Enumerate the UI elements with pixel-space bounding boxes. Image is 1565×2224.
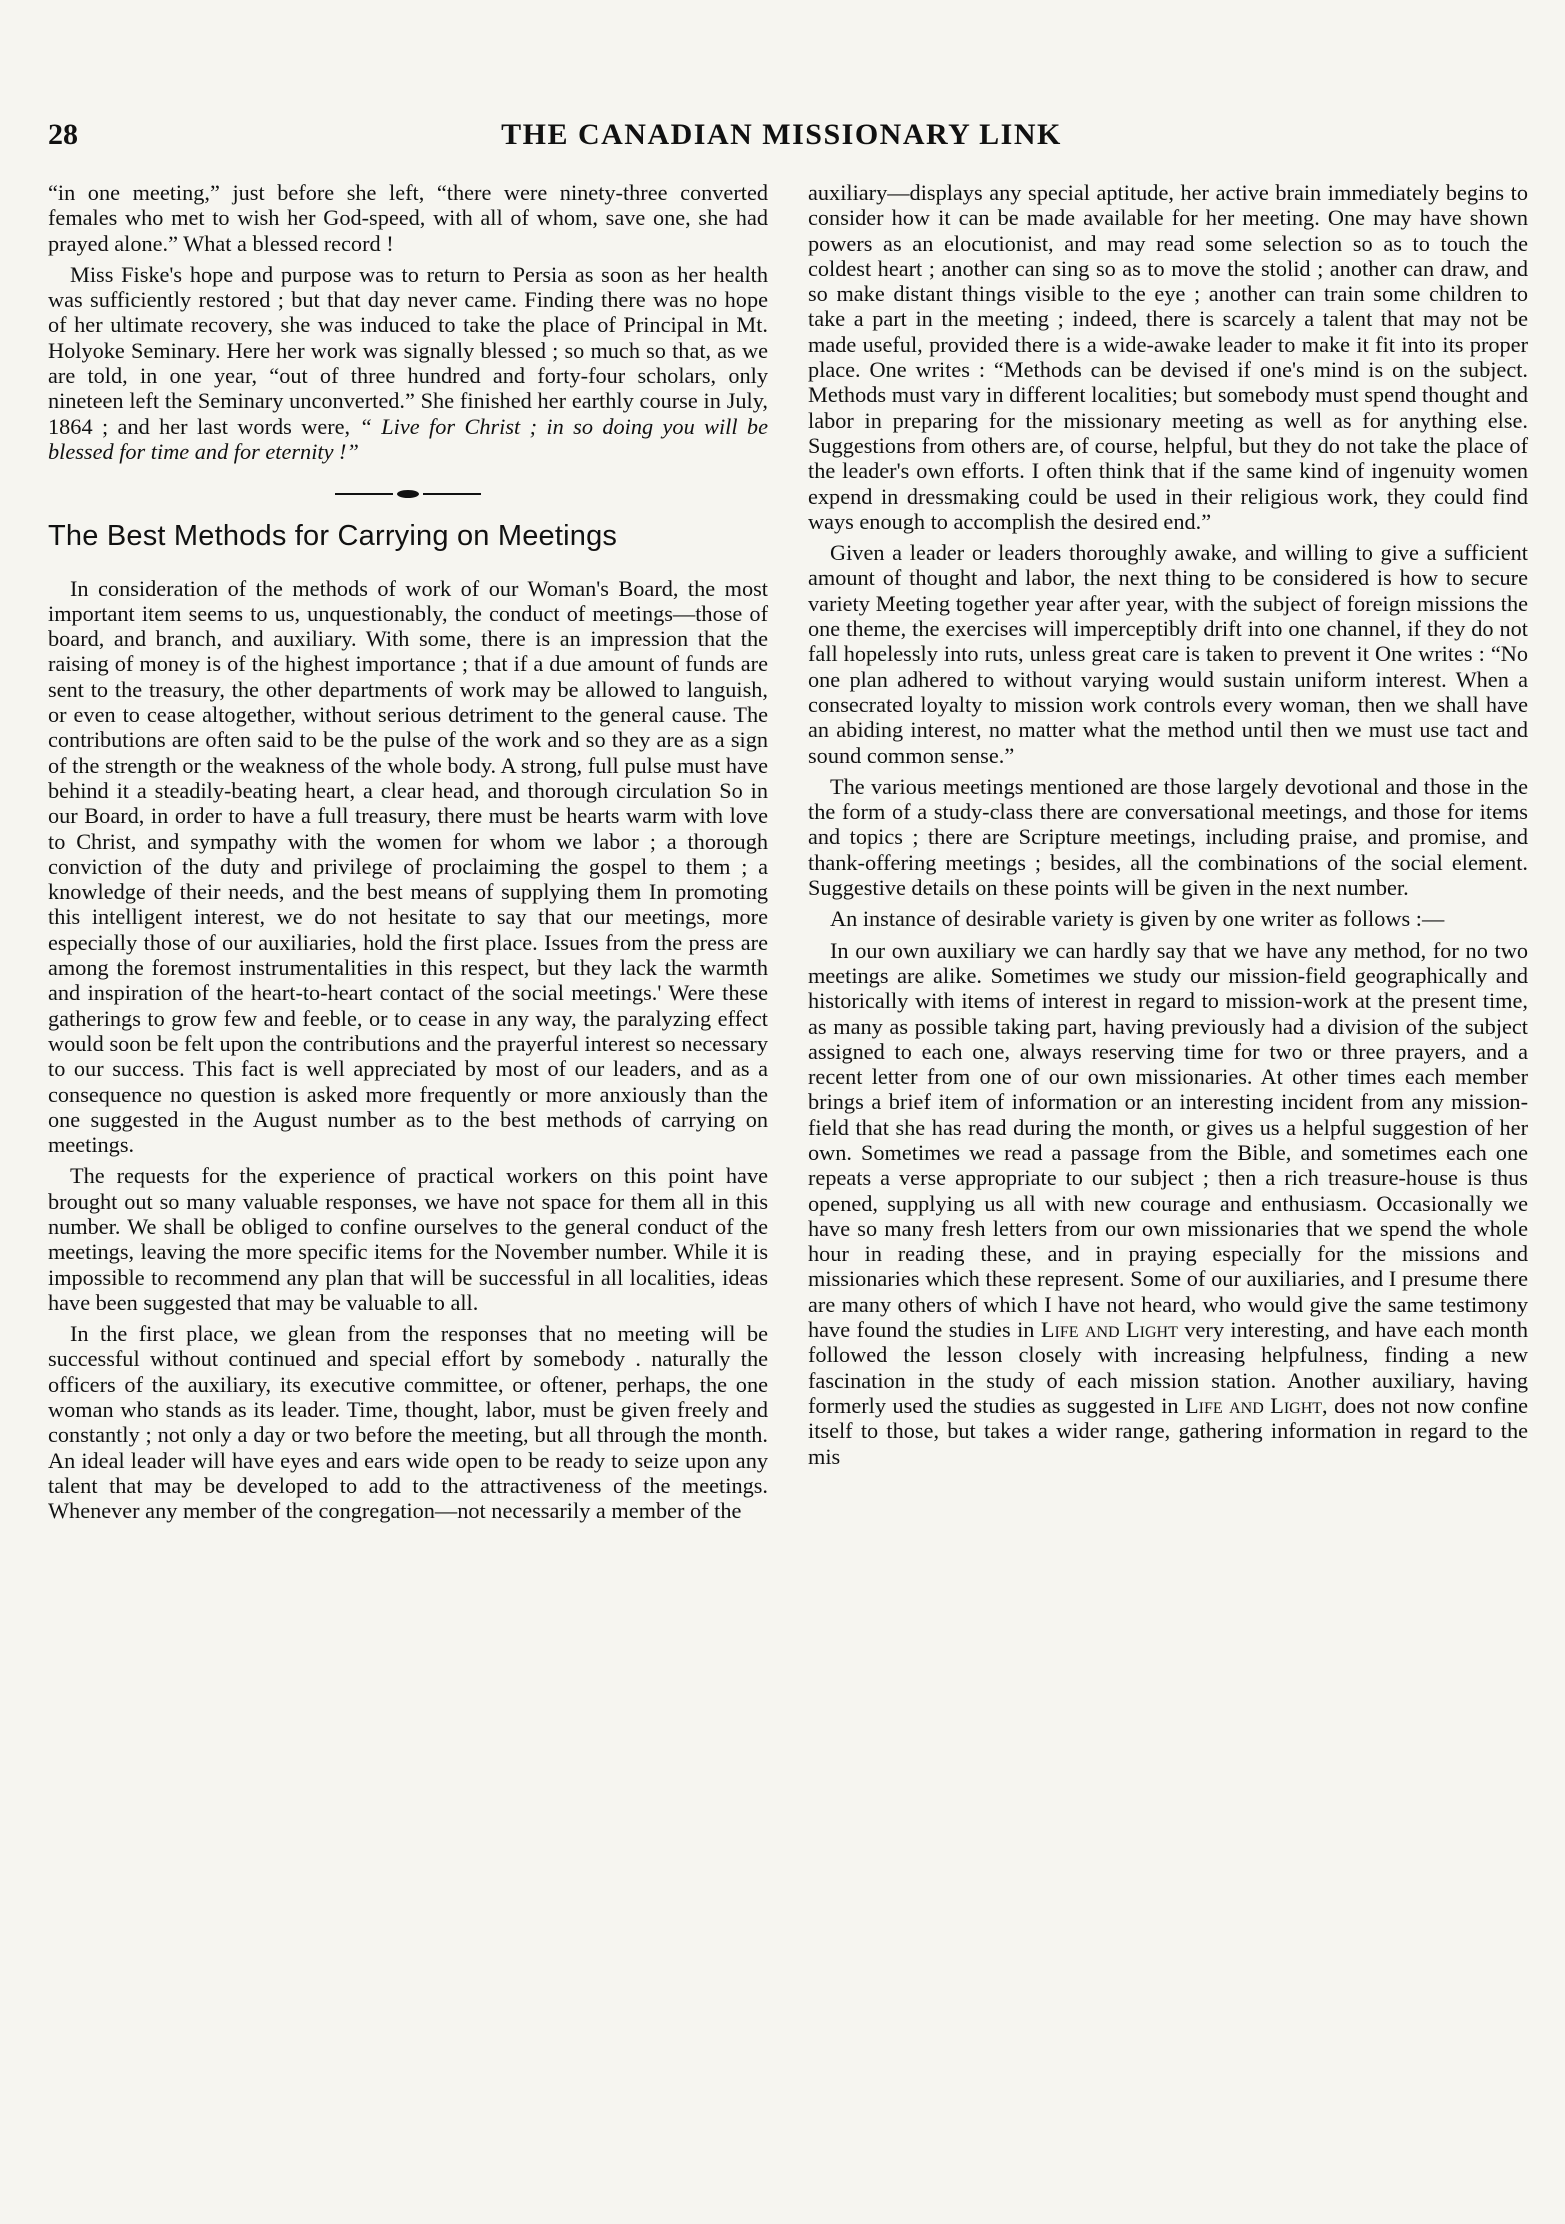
paragraph: Given a leader or leaders thoroughly awake, and willing to give a sufficient amount of thought and labor, the next thing to be considered is how to secure variety Meeting together year after year, with the subject of foreign missions the one theme, the exercises will imperceptibly drift into one channel, if they do not fall hopelessly into ruts, unless great care is taken to prevent it One writes : “No one plan adhered to without varying would sustain uniform interest. When a consecrated loyalty to mission work controls every woman, then we shall have an abiding interest, no matter what the method until then we must use tact and sound common sense.” [808, 540, 1528, 768]
paragraph-text: very interesting, and have each month followed the lesson closely with increasing helpfulness, finding a new fascination in the study of each mission station. Another auxiliary, having formerly used the studies as suggested in [808, 1317, 1528, 1418]
left-column [48, 180, 768, 1530]
paragraph [48, 262, 768, 464]
page-header [48, 118, 1515, 162]
publication-name: Life and Light [1185, 1392, 1323, 1418]
article-title: The Best Methods for Carrying on Meetings [48, 520, 618, 553]
running-title: THE CANADIAN MISSIONARY LINK [501, 118, 1062, 151]
divider-line [335, 493, 393, 495]
paragraph: The requests for the experience of practical workers on this point have brought out so many valuable responses, we have not space for them all in this number. We shall be obliged to confine ourselves to the general conduct of the meetings, leaving the more specific items for the November number. While it is impossible to recommend any plan that will be successful in all localities, ideas have been suggested that may be valuable to all. [48, 1163, 768, 1315]
paragraph: In the first place, we glean from the responses that no meeting will be successful without continued and special effort by somebody . naturally the officers of the auxiliary, its executive committee, or oftener, perhaps, the one woman who stands as its leader. Time, thought, labor, must be given freely and constantly ; not only a day or two before the meeting, but all through the month. An ideal leader will have eyes and ears wide open to be ready to seize upon any talent that may be developed to add to the attractiveness of the meetings. Whenever any member of the congregation—not necessarily a member of the [48, 1321, 768, 1524]
paragraph-text: Miss Fiske's hope and purpose was to return to Persia as soon as her health was sufficiently restored ; but that day never came. Finding there was no hope of her ultimate recovery, she was induced to take the place of Principal in Mt. Holyoke Seminary. Here her work was signally blessed ; so much so that, as we are told, in one year, “out of three hundred and forty-four scholars, only nineteen left the Seminary unconverted.” She finished her earthly course in July, 1864 ; and her last words were, [48, 261, 768, 439]
page-number: 28 [48, 118, 78, 151]
final-words-quote: “ Live for Christ ; in so doing you will be blessed for time and for eternity !” [48, 413, 768, 464]
paragraph: “in one meeting,” just before she left, “there were ninety-three converted females who met to wish her God-speed, with all of whom, save one, she had prayed alone.” What a blessed record ! [48, 180, 768, 256]
paragraph: The various meetings mentioned are those largely devotional and those in the the form of a study-class there are conversational meetings, and those for items and topics ; there are Scripture meetings, including praise, and promise, and thank-offering meetings ; besides, all the combinations of the social element. Suggestive details on these points will be given in the next number. [808, 773, 1528, 901]
section-divider [48, 490, 768, 498]
right-column [808, 180, 1528, 1475]
divider-ornament [397, 490, 419, 498]
paragraph-text: In our own auxiliary we can hardly say that we have any method, for no two meetings are alike. Sometimes we study our mission-field geographically and historically with items of interest in regard to mission-work at the present time, as many as possible taking part, having previously had a division of the subject assigned to each one, always reserving time for two or three prayers, and a recent letter from one of our own missionaries. At other times each member brings a brief item of information or an interesting incident from any mission-field that she has read during the month, or gives us a helpful suggestion of her own. Sometimes we read a passage from the Bible, and sometimes each one repeats a verse appropriate to our subject ; then a rich treasure-house is thus opened, supplying us all with new courage and enthusiasm. Occasionally we have so many fresh letters from our own missionaries that we spend the whole hour in reading these, and in praying especially for the missions and missionaries which these represent. Some of our auxiliaries, and I presume there are many others of which I have not heard, who would give the same testimony have found the studies in [808, 937, 1528, 1343]
divider-line [423, 493, 481, 495]
paragraph: An instance of desirable variety is given by one writer as follows :— [830, 906, 1445, 932]
paragraph [808, 938, 1528, 1469]
paragraph: auxiliary—displays any special aptitude, her active brain immediately begins to consider how it can be made available for her meeting. One may have shown powers as an elocutionist, and may read some selection so as to touch the coldest heart ; another can sing so as to move the stolid ; another can draw, and so make distant things visible to the eye ; another can train some children to take a part in the meeting ; indeed, there is scarcely a talent that may not be made useful, provided there is a wide-awake leader to make it fit into its proper place. One writes : “Methods can be devised if one's mind is on the subject. Methods must vary in different localities; but somebody must spend thought and labor in preparing for the missionary meeting as well as for anything else. Suggestions from others are, of course, helpful, but they do not take the place of the leader's own efforts. I often think that if the same kind of ingenuity women expend in dressmaking could be used in their religious work, they could find ways enough to accomplish the desired end.” [808, 180, 1528, 534]
publication-name: Life and Light [1040, 1317, 1178, 1343]
paragraph: In consideration of the methods of work of our Woman's Board, the most important item seems to us, unquestionably, the conduct of meetings—those of board, and branch, and auxiliary. With some, there is an impression that the raising of money is of the highest importance ; that if a due amount of funds are sent to the treasury, the other departments of work may be allowed to languish, or even to cease altogether, without serious detriment to the general cause. The contributions are often said to be the pulse of the work and so they are as a sign of the strength or the weakness of the whole body. A strong, full pulse must have behind it a steadily-beating heart, a clear head, and thorough circulation So in our Board, in order to have a full treasury, there must be hearts warm with love to Christ, and sympathy with the women for whom we labor ; a thorough conviction of the duty and privilege of proclaiming the gospel to them ; a knowledge of their needs, and the best means of supplying them In promoting this intelligent interest, we do not hesitate to say that our meetings, more especially those of our auxiliaries, hold the first place. Issues from the press are among the foremost instrumentalities in this respect, but they lack the warmth and inspiration of the heart-to-heart contact of the social meetings.' Were these gatherings to grow few and feeble, or to cease in any way, the paralyzing effect would soon be felt upon the contributions and the prayerful interest so necessary to our success. This fact is well appreciated by most of our leaders, and as a consequence no question is asked more frequently or more anxiously than the one suggested in the August number as to the best methods of carrying on meetings. [48, 575, 768, 1158]
paragraph-text: , does not now confine itself to those, but takes a wider range, gathering information in regard to the mis [808, 1392, 1529, 1469]
